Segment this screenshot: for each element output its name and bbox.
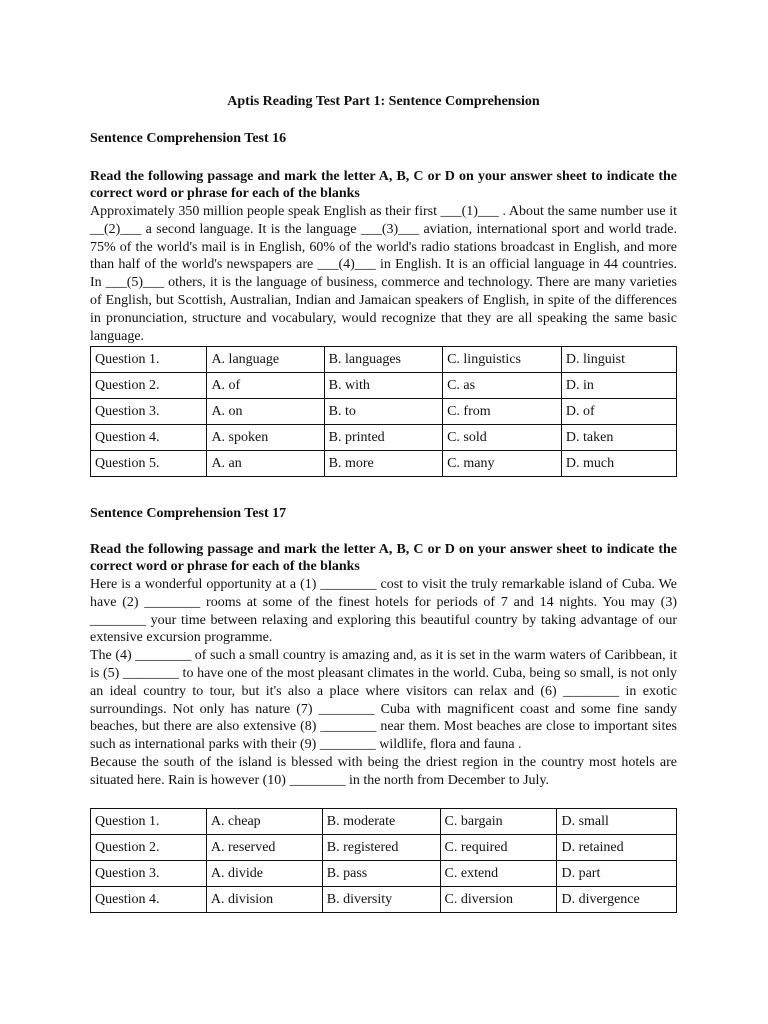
table-row	[91, 887, 677, 913]
answer-option-cell: D. of	[561, 399, 676, 425]
answer-option-cell: B. to	[324, 399, 442, 425]
answer-option-cell: B. printed	[324, 425, 442, 451]
question-label-cell: Question 2.	[91, 373, 207, 399]
answer-option-cell: A. divide	[206, 861, 322, 887]
answer-option-cell: B. moderate	[322, 809, 440, 835]
question-label-cell: Question 3.	[91, 399, 207, 425]
answer-option-cell: C. bargain	[440, 809, 557, 835]
answer-option-cell: C. from	[443, 399, 562, 425]
test16-answer-table	[90, 346, 677, 477]
test16-passage	[90, 203, 677, 345]
answer-option-cell: A. spoken	[207, 425, 324, 451]
test17-instruction: Read the following passage and mark the letter A, B, C or D on your answer sheet to indicate the correct word or phrase for each of the blanks	[90, 542, 677, 574]
table-row	[91, 347, 677, 373]
test17-paragraph-2: The (4) ________ of such a small country is amazing and, as it is set in the warm waters of Caribbean, it is (5) ________ to have one of the most pleasant climates in the world. Cuba, being so small, is not only an ideal country to tour, but it's also a place where visitors can relax and (6) ________ in exotic surroundings. Not only has nature (7) ________ Cuba with magnificent coast and some fine sandy beaches, but there are also extensive (8) ________ near them. Most beaches are close to important sites such as international parks with their (9) ________ wildlife, flora and fauna .	[90, 648, 677, 753]
answer-option-cell: B. more	[324, 451, 442, 477]
test16-heading: Sentence Comprehension Test 16	[90, 131, 287, 146]
answer-option-cell: D. part	[557, 861, 677, 887]
answer-option-cell: A. of	[207, 373, 324, 399]
answer-option-cell: D. small	[557, 809, 677, 835]
answer-option-cell: C. diversion	[440, 887, 557, 913]
question-label-cell: Question 4.	[91, 887, 207, 913]
answer-option-cell: C. required	[440, 835, 557, 861]
table-row	[91, 425, 677, 451]
table-row	[91, 861, 677, 887]
answer-option-cell: C. extend	[440, 861, 557, 887]
answer-option-cell: A. reserved	[206, 835, 322, 861]
test16-passage-text: Approximately 350 million people speak English as their first ___(1)___ . About the same number use it __(2)___ a second language. It is the language ___(3)___ aviation, international sport and world trade. 75% of the world's mail is in English, 60% of the world's radio stations broadcast in English, and more than half of the world's newspapers are ___(4)___ in English. It is an official language in 44 countries. In ___(5)___ others, it is the language of business, commerce and technology. There are many varieties of English, but Scottish, Australian, Indian and Jamaican speakers of English, in spite of the differences in pronunciation, structure and vocabulary, would recognize that they are all speaking the same basic language.	[90, 204, 677, 344]
answer-option-cell: C. as	[443, 373, 562, 399]
answer-option-cell: D. retained	[557, 835, 677, 861]
answer-option-cell: C. many	[443, 451, 562, 477]
question-label-cell: Question 3.	[91, 861, 207, 887]
answer-option-cell: B. with	[324, 373, 442, 399]
table-row	[91, 451, 677, 477]
answer-option-cell: D. taken	[561, 425, 676, 451]
answer-option-cell: B. registered	[322, 835, 440, 861]
table-row	[91, 373, 677, 399]
answer-option-cell: C. sold	[443, 425, 562, 451]
answer-option-cell: D. much	[561, 451, 676, 477]
answer-option-cell: D. in	[561, 373, 676, 399]
answer-option-cell: B. languages	[324, 347, 442, 373]
answer-option-cell: C. linguistics	[443, 347, 562, 373]
test17-paragraph-3: Because the south of the island is blessed with being the driest region in the country most hotels are situated here. Rain is however (10) ________ in the north from December to July.	[90, 754, 677, 788]
test17-answer-table	[90, 808, 677, 913]
answer-option-cell: A. division	[206, 887, 322, 913]
question-label-cell: Question 1.	[91, 347, 207, 373]
test17-paragraph-1: Here is a wonderful opportunity at a (1) ________ cost to visit the truly remarkable island of Cuba. We have (2) ________ rooms at some of the finest hotels for periods of 7 and 14 nights. You may (3) ________ your time between relaxing and exploring this beautiful country by taking advantage of our extensive excursion programme.	[90, 577, 677, 646]
table-row	[91, 809, 677, 835]
answer-option-cell: A. language	[207, 347, 324, 373]
question-label-cell: Question 4.	[91, 425, 207, 451]
question-label-cell: Question 1.	[91, 809, 207, 835]
question-label-cell: Question 2.	[91, 835, 207, 861]
answer-option-cell: A. on	[207, 399, 324, 425]
question-label-cell: Question 5.	[91, 451, 207, 477]
test17-passage	[90, 576, 677, 790]
answer-option-cell: B. pass	[322, 861, 440, 887]
answer-option-cell: D. linguist	[561, 347, 676, 373]
page-title: Aptis Reading Test Part 1: Sentence Comprehension	[227, 94, 540, 109]
test16-instruction: Read the following passage and mark the letter A, B, C or D on your answer sheet to indicate the correct word or phrase for each of the blanks	[90, 169, 677, 201]
answer-option-cell: D. divergence	[557, 887, 677, 913]
answer-option-cell: A. cheap	[206, 809, 322, 835]
table-row	[91, 399, 677, 425]
answer-option-cell: A. an	[207, 451, 324, 477]
test17-heading: Sentence Comprehension Test 17	[90, 506, 287, 521]
table-row	[91, 835, 677, 861]
answer-option-cell: B. diversity	[322, 887, 440, 913]
